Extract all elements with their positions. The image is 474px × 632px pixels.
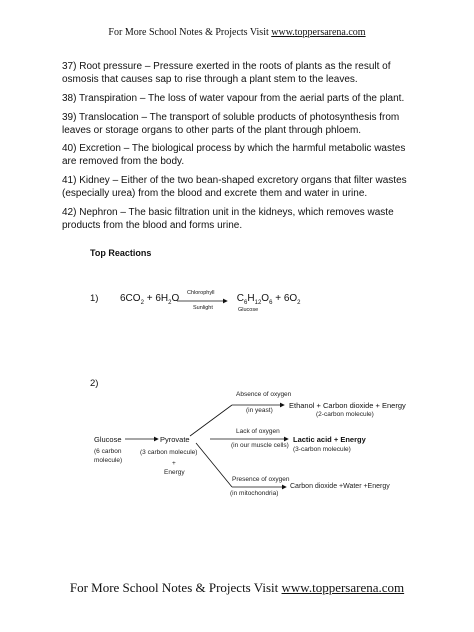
branch-3-condition: Presence of oxygen <box>232 476 290 483</box>
reaction-2-number: 2) <box>90 378 99 389</box>
o2-sub: 2 <box>297 300 301 306</box>
definition-38: 38) Transpiration – The loss of water vapour from the aerial parts of the plant. <box>62 93 405 104</box>
h12-sub: 12 <box>254 300 262 306</box>
page-footer <box>0 580 474 596</box>
arrow-below-label: Sunlight <box>193 305 213 311</box>
definition-41: 41) Kidney – Either of the two bean-shaped excretory organs that filter wastes (especially urea) from the blood and excrete them and water in urine. <box>62 175 407 199</box>
plus-1: + <box>146 293 153 304</box>
header-link[interactable]: www.toppersarena.com <box>271 27 366 38</box>
reaction-1-number: 1) <box>90 293 99 304</box>
o6-sub: 6 <box>269 300 273 306</box>
c6-c: C <box>236 293 245 304</box>
o2-coef: 6O <box>283 293 298 304</box>
branch-1-line <box>190 405 232 436</box>
branch-2-product: Lactic acid + Energy <box>293 435 366 444</box>
h2o-sub: 2 <box>168 300 172 306</box>
arrow-above-label: Chlorophyll <box>187 290 215 296</box>
section-title: Top Reactions <box>90 248 152 258</box>
footer-text: For More School Notes & Projects Visit <box>69 580 282 595</box>
co2-sub: 2 <box>140 300 144 306</box>
glucose-label: Glucose <box>238 307 259 313</box>
branch-2-product-sub: (3-carbon molecule) <box>293 446 351 453</box>
c6-sub: 6 <box>244 300 248 306</box>
h2o-o: O <box>171 293 180 304</box>
definition-39: 39) Translocation – The transport of soluble products of photosynthesis from leaves or storage organs to other parts of the plant through phloem. <box>62 112 400 136</box>
branch-1-location: (in yeast) <box>246 407 273 414</box>
pyruvate-node: Pyrovate <box>160 435 190 444</box>
branch-3-product: Carbon dioxide +Water +Energy <box>290 483 390 490</box>
branch-3-line <box>196 443 232 487</box>
definition-37: 37) Root pressure – Pressure exerted in the roots of plants as the result of osmosis that causes sap to rise through a plant stem to the leaves. <box>62 61 391 85</box>
plus-2: + <box>275 293 282 304</box>
branch-2-location: (in our muscle cells) <box>231 442 289 449</box>
branch-1-product: Ethanol + Carbon dioxide + Energy <box>289 401 406 410</box>
glucose-node: Glucose <box>94 435 122 444</box>
h2o-coef: 6H <box>155 293 169 304</box>
branch-1-product-sub: (2-carbon molecule) <box>316 411 374 418</box>
co2-coef: 6CO <box>120 293 141 304</box>
pyruvate-plus: + <box>172 460 176 467</box>
branch-3-location: (in mitochondria) <box>230 490 279 497</box>
branch-2-condition: Lack of oxygen <box>236 428 280 435</box>
pyruvate-sub: (3 carbon molecule) <box>140 449 198 456</box>
definition-42: 42) Nephron – The basic filtration unit in the kidneys, which removes waste products from the blood and forms urine. <box>62 207 394 231</box>
c6-h: H <box>247 293 255 304</box>
branch-1-condition: Absence of oxygen <box>236 391 292 398</box>
c6-o: O <box>261 293 270 304</box>
definition-40: 40) Excretion – The biological process by which the harmful metabolic wastes are removed from the body. <box>62 143 406 167</box>
glucose-sub-2: molecule) <box>94 457 123 464</box>
pyruvate-energy: Energy <box>164 469 185 476</box>
footer-link[interactable]: www.toppersarena.com <box>281 580 405 595</box>
header-text: For More School Notes & Projects Visit <box>108 27 272 38</box>
glucose-sub-1: (6 carbon <box>94 448 122 455</box>
